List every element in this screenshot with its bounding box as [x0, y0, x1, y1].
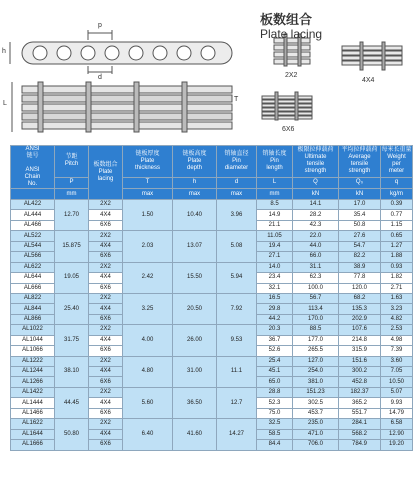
cell-pin-length: 52.3: [257, 398, 293, 408]
cell-pin-diameter: 9.53: [217, 325, 257, 356]
cell-plate-lacing: 2X2: [89, 200, 123, 210]
cell-chain-no: AL544: [11, 241, 55, 251]
cell-pin-length: 84.4: [257, 440, 293, 450]
cell-weight-per-meter: 4.98: [381, 335, 413, 345]
header-cell-5: 销轴直径 Pin diameter: [217, 146, 257, 178]
cell-plate-depth: 15.50: [173, 262, 217, 293]
header-symbol-3: T: [123, 177, 173, 188]
header-unit-1: mm: [55, 189, 89, 200]
cell-plate-depth: 13.07: [173, 231, 217, 262]
cell-average-strength: 551.7: [339, 408, 381, 418]
header-unit-3: max: [123, 189, 173, 200]
cell-plate-lacing: 2X2: [89, 387, 123, 397]
cell-pin-length: 19.4: [257, 241, 293, 251]
cell-plate-thickness: 2.42: [123, 262, 173, 293]
cell-chain-no: AL866: [11, 314, 55, 324]
cell-weight-per-meter: 3.23: [381, 304, 413, 314]
cell-average-strength: 365.2: [339, 398, 381, 408]
cell-ultimate-strength: 177.0: [293, 335, 339, 345]
cell-plate-thickness: 3.25: [123, 293, 173, 324]
cell-plate-lacing: 4X4: [89, 367, 123, 377]
cell-ultimate-strength: 471.0: [293, 429, 339, 439]
cell-pin-diameter: 5.94: [217, 262, 257, 293]
header-cell-1: 节距 Pitch: [55, 146, 89, 178]
header-symbol-9: q: [381, 177, 413, 188]
header-unit-0: [11, 189, 55, 200]
cell-pin-diameter: 11.1: [217, 356, 257, 387]
cell-ultimate-strength: 453.7: [293, 408, 339, 418]
cell-weight-per-meter: 12.90: [381, 429, 413, 439]
header-cell-7: 极限拉伸载荷 Ultimate tensile strength: [293, 146, 339, 178]
table-row: [11, 419, 413, 429]
cell-pin-length: 45.1: [257, 367, 293, 377]
cell-pin-diameter: 7.92: [217, 293, 257, 324]
header-cell-2: 板数组合 Plate lacing: [89, 146, 123, 200]
cell-weight-per-meter: 0.65: [381, 231, 413, 241]
cell-pin-length: 52.6: [257, 346, 293, 356]
cell-ultimate-strength: 235.0: [293, 419, 339, 429]
table-row: [11, 200, 413, 210]
cell-plate-lacing: 2X2: [89, 325, 123, 335]
cell-ultimate-strength: 381.0: [293, 377, 339, 387]
cell-pin-length: 11.05: [257, 231, 293, 241]
cell-plate-thickness: 5.60: [123, 387, 173, 418]
cell-chain-no: AL1422: [11, 387, 55, 397]
cell-weight-per-meter: 2.53: [381, 325, 413, 335]
header-unit-5: max: [217, 189, 257, 200]
cell-ultimate-strength: 127.0: [293, 356, 339, 366]
cell-plate-lacing: 4X4: [89, 273, 123, 283]
cell-weight-per-meter: 5.07: [381, 387, 413, 397]
cell-ultimate-strength: 254.0: [293, 367, 339, 377]
cell-chain-no: AL666: [11, 283, 55, 293]
plate-lacing-title: [260, 12, 322, 41]
cell-average-strength: 214.8: [339, 335, 381, 345]
cell-pin-length: 20.3: [257, 325, 293, 335]
header-unit-4: max: [173, 189, 217, 200]
header-unit-6: mm: [257, 189, 293, 200]
cell-plate-depth: 31.00: [173, 356, 217, 387]
cell-chain-no: AL466: [11, 220, 55, 230]
cell-weight-per-meter: 10.50: [381, 377, 413, 387]
cell-plate-lacing: 6X6: [89, 252, 123, 262]
cell-ultimate-strength: 14.1: [293, 200, 339, 210]
header-cell-0: ANSI 链号 ANSI Chain No.: [11, 146, 55, 189]
cell-plate-thickness: 6.40: [123, 419, 173, 450]
cell-plate-thickness: 2.03: [123, 231, 173, 262]
cell-pin-length: 8.5: [257, 200, 293, 210]
cell-ultimate-strength: 44.0: [293, 241, 339, 251]
cell-ultimate-strength: 113.4: [293, 304, 339, 314]
cell-plate-thickness: 4.80: [123, 356, 173, 387]
cell-pin-diameter: 14.27: [217, 419, 257, 450]
chain-drawing: [0, 0, 420, 142]
cell-average-strength: 300.2: [339, 367, 381, 377]
cell-pitch: 38.10: [55, 356, 89, 387]
chain-top-view: [12, 82, 232, 132]
chain-diagram-area: [0, 0, 420, 142]
table-row: [11, 325, 413, 335]
cell-chain-no: AL1044: [11, 335, 55, 345]
cell-chain-no: AL1644: [11, 429, 55, 439]
cell-weight-per-meter: 1.82: [381, 273, 413, 283]
cell-plate-lacing: 6X6: [89, 440, 123, 450]
cell-weight-per-meter: 0.77: [381, 210, 413, 220]
cell-weight-per-meter: 1.63: [381, 293, 413, 303]
cell-average-strength: 27.6: [339, 231, 381, 241]
cell-ultimate-strength: 42.3: [293, 220, 339, 230]
cell-plate-lacing: 4X4: [89, 335, 123, 345]
cell-plate-lacing: 6X6: [89, 220, 123, 230]
cell-weight-per-meter: 0.93: [381, 262, 413, 272]
lacing-label-2x2: 2X2: [285, 72, 298, 79]
cell-plate-lacing: 2X2: [89, 231, 123, 241]
cell-ultimate-strength: 88.5: [293, 325, 339, 335]
cell-plate-depth: 26.00: [173, 325, 217, 356]
cell-pitch: 19.05: [55, 262, 89, 293]
cell-chain-no: AL1444: [11, 398, 55, 408]
cell-weight-per-meter: 1.15: [381, 220, 413, 230]
cell-pin-length: 29.8: [257, 304, 293, 314]
cell-pin-length: 21.1: [257, 220, 293, 230]
cell-pitch: 50.80: [55, 419, 89, 450]
height-dim-label: h: [2, 48, 6, 55]
cell-ultimate-strength: 56.7: [293, 293, 339, 303]
cell-average-strength: 50.8: [339, 220, 381, 230]
cell-weight-per-meter: 6.58: [381, 419, 413, 429]
cell-weight-per-meter: 0.39: [381, 200, 413, 210]
plate-lacing-title-en: Plate lacing: [260, 27, 323, 41]
cell-plate-depth: 41.60: [173, 419, 217, 450]
table-row: [11, 231, 413, 241]
header-symbol-7: Q: [293, 177, 339, 188]
cell-plate-thickness: 4.00: [123, 325, 173, 356]
cell-weight-per-meter: 9.93: [381, 398, 413, 408]
cell-plate-lacing: 4X4: [89, 241, 123, 251]
header-row-labels: [11, 146, 413, 178]
header-cell-3: 链板厚度 Plate thickness: [123, 146, 173, 178]
cell-ultimate-strength: 151.23: [293, 387, 339, 397]
cell-plate-lacing: 4X4: [89, 210, 123, 220]
cell-pin-length: 14.9: [257, 210, 293, 220]
cell-average-strength: 54.7: [339, 241, 381, 251]
cell-ultimate-strength: 100.0: [293, 283, 339, 293]
header-unit-9: kg/m: [381, 189, 413, 200]
cell-chain-no: AL1022: [11, 325, 55, 335]
header-row-units: [11, 189, 413, 200]
cell-plate-lacing: 4X4: [89, 429, 123, 439]
cell-average-strength: 120.0: [339, 283, 381, 293]
cell-chain-no: AL1666: [11, 440, 55, 450]
cell-average-strength: 38.9: [339, 262, 381, 272]
cell-pin-length: 27.1: [257, 252, 293, 262]
cell-chain-no: AL566: [11, 252, 55, 262]
cell-average-strength: 284.1: [339, 419, 381, 429]
cell-average-strength: 107.6: [339, 325, 381, 335]
cell-plate-depth: 20.50: [173, 293, 217, 324]
cell-average-strength: 315.9: [339, 346, 381, 356]
lacing-label-6x6: 6X6: [282, 126, 295, 133]
header-symbol-5: d: [217, 177, 257, 188]
cell-average-strength: 452.8: [339, 377, 381, 387]
cell-plate-lacing: 2X2: [89, 293, 123, 303]
table-row: [11, 356, 413, 366]
cell-chain-no: AL1222: [11, 356, 55, 366]
cell-pin-length: 23.4: [257, 273, 293, 283]
cell-pitch: 12.70: [55, 200, 89, 231]
header-symbol-8: Q₀: [339, 177, 381, 188]
cell-ultimate-strength: 22.0: [293, 231, 339, 241]
lacing-4x4-drawing: [342, 42, 402, 70]
cell-ultimate-strength: 265.5: [293, 346, 339, 356]
cell-pin-length: 36.7: [257, 335, 293, 345]
cell-chain-no: AL644: [11, 273, 55, 283]
cell-plate-lacing: 2X2: [89, 419, 123, 429]
cell-weight-per-meter: 7.39: [381, 346, 413, 356]
cell-ultimate-strength: 706.0: [293, 440, 339, 450]
cell-weight-per-meter: 7.05: [381, 367, 413, 377]
cell-average-strength: 82.2: [339, 252, 381, 262]
table-header: [11, 146, 413, 200]
cell-pin-length: 32.5: [257, 419, 293, 429]
cell-pin-length: 14.0: [257, 262, 293, 272]
table-row: [11, 387, 413, 397]
cell-pin-length: 16.5: [257, 293, 293, 303]
cell-pin-length: 58.5: [257, 429, 293, 439]
cell-average-strength: 784.9: [339, 440, 381, 450]
plate-lacing-title-cn: 板数组合: [260, 12, 313, 27]
table-row: [11, 293, 413, 303]
cell-pin-length: 65.0: [257, 377, 293, 387]
cell-plate-lacing: 6X6: [89, 377, 123, 387]
cell-pin-length: 75.0: [257, 408, 293, 418]
cell-plate-depth: 10.40: [173, 200, 217, 231]
cell-pin-length: 44.2: [257, 314, 293, 324]
header-cell-4: 链板高度 Plate depth: [173, 146, 217, 178]
cell-chain-no: AL444: [11, 210, 55, 220]
cell-average-strength: 17.0: [339, 200, 381, 210]
header-unit-8: kN: [339, 189, 381, 200]
cell-weight-per-meter: 4.82: [381, 314, 413, 324]
thickness-dim-label: T: [234, 96, 239, 103]
cell-weight-per-meter: 19.20: [381, 440, 413, 450]
cell-plate-lacing: 6X6: [89, 408, 123, 418]
lacing-label-4x4: 4X4: [362, 77, 375, 84]
cell-chain-no: AL522: [11, 231, 55, 241]
cell-weight-per-meter: 3.60: [381, 356, 413, 366]
cell-plate-lacing: 6X6: [89, 283, 123, 293]
cell-ultimate-strength: 170.0: [293, 314, 339, 324]
cell-plate-depth: 36.50: [173, 387, 217, 418]
cell-chain-no: AL1066: [11, 346, 55, 356]
cell-chain-no: AL1466: [11, 408, 55, 418]
cell-pin-length: 32.1: [257, 283, 293, 293]
cell-chain-no: AL1266: [11, 377, 55, 387]
cell-weight-per-meter: 14.79: [381, 408, 413, 418]
lacing-6x6-drawing: [262, 92, 312, 120]
cell-ultimate-strength: 302.5: [293, 398, 339, 408]
pin-dim-label: d: [98, 74, 102, 81]
cell-chain-no: AL822: [11, 293, 55, 303]
header-symbol-6: L: [257, 177, 293, 188]
cell-pitch: 44.45: [55, 387, 89, 418]
cell-plate-lacing: 4X4: [89, 304, 123, 314]
cell-chain-no: AL844: [11, 304, 55, 314]
header-unit-7: kN: [293, 189, 339, 200]
cell-chain-no: AL1244: [11, 367, 55, 377]
cell-average-strength: 202.9: [339, 314, 381, 324]
table-body: [11, 200, 413, 451]
cell-chain-no: AL422: [11, 200, 55, 210]
cell-ultimate-strength: 62.3: [293, 273, 339, 283]
cell-average-strength: 182.37: [339, 387, 381, 397]
cell-pitch: 25.40: [55, 293, 89, 324]
cell-chain-no: AL622: [11, 262, 55, 272]
cell-average-strength: 135.3: [339, 304, 381, 314]
cell-pitch: 15.875: [55, 231, 89, 262]
cell-plate-lacing: 6X6: [89, 314, 123, 324]
cell-pin-diameter: 12.7: [217, 387, 257, 418]
cell-plate-lacing: 2X2: [89, 356, 123, 366]
cell-average-strength: 568.2: [339, 429, 381, 439]
cell-plate-lacing: 2X2: [89, 262, 123, 272]
header-symbol-4: h: [173, 177, 217, 188]
cell-average-strength: 77.8: [339, 273, 381, 283]
cell-plate-thickness: 1.50: [123, 200, 173, 231]
header-cell-6: 销轴长度 Pin length: [257, 146, 293, 178]
cell-weight-per-meter: 1.88: [381, 252, 413, 262]
cell-ultimate-strength: 31.1: [293, 262, 339, 272]
cell-pitch: 31.75: [55, 325, 89, 356]
table-row: [11, 262, 413, 272]
cell-weight-per-meter: 2.71: [381, 283, 413, 293]
cell-plate-lacing: 4X4: [89, 398, 123, 408]
pitch-dim-label: p: [98, 22, 102, 29]
chain-side-view: [10, 30, 232, 74]
cell-average-strength: 35.4: [339, 210, 381, 220]
cell-average-strength: 151.6: [339, 356, 381, 366]
chain-spec-table: [10, 145, 413, 451]
header-row-symbols: [11, 177, 413, 188]
cell-plate-lacing: 6X6: [89, 346, 123, 356]
header-cell-9: 每米长重量 Weight per meter: [381, 146, 413, 178]
cell-pin-length: 25.4: [257, 356, 293, 366]
header-cell-8: 平均拉伸载荷 Average tensile strength: [339, 146, 381, 178]
cell-pin-diameter: 5.08: [217, 231, 257, 262]
cell-pin-length: 28.8: [257, 387, 293, 397]
cell-ultimate-strength: 28.2: [293, 210, 339, 220]
length-dim-label: L: [3, 100, 7, 107]
cell-average-strength: 68.2: [339, 293, 381, 303]
cell-pin-diameter: 3.96: [217, 200, 257, 231]
cell-ultimate-strength: 66.0: [293, 252, 339, 262]
cell-chain-no: AL1622: [11, 419, 55, 429]
header-symbol-1: P: [55, 177, 89, 188]
cell-weight-per-meter: 1.27: [381, 241, 413, 251]
